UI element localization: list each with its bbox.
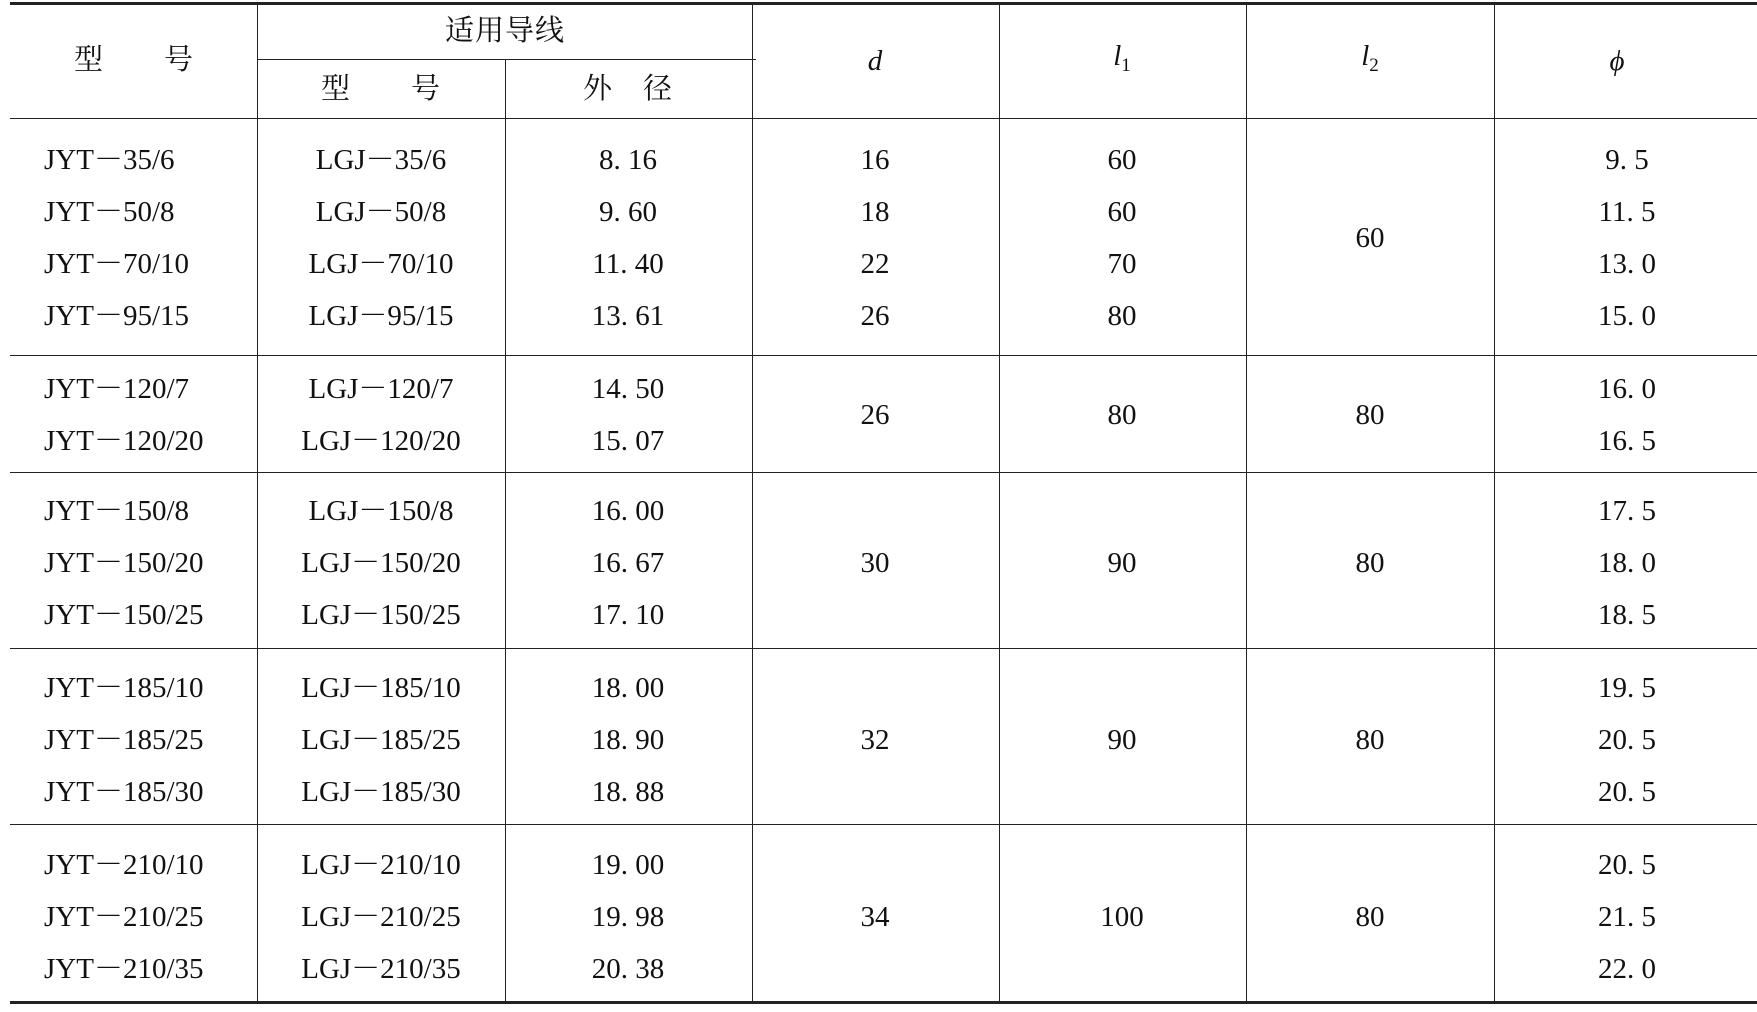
row-phi: 13. 0 xyxy=(1598,248,1656,280)
row-model: JYT－35/6 xyxy=(44,144,175,176)
row-outer-diameter: 19. 00 xyxy=(591,849,665,881)
column-divider xyxy=(257,2,258,1003)
row-outer-diameter: 13. 61 xyxy=(591,300,665,332)
row-conductor: LGJ－185/30 xyxy=(301,776,461,808)
row-conductor: LGJ－210/25 xyxy=(301,901,461,933)
header-model: 型 号 xyxy=(73,44,195,76)
group-d: 34 xyxy=(860,901,890,933)
row-model: JYT－150/25 xyxy=(44,599,204,631)
row-l1: 70 xyxy=(1107,248,1137,280)
row-phi: 20. 5 xyxy=(1598,776,1656,808)
row-conductor: LGJ－150/25 xyxy=(301,599,461,631)
row-l1: 60 xyxy=(1107,144,1137,176)
row-l1: 80 xyxy=(1107,300,1137,332)
row-conductor: LGJ－35/6 xyxy=(315,144,447,176)
row-d: 22 xyxy=(860,248,890,280)
row-outer-diameter: 9. 60 xyxy=(599,196,657,228)
row-l1: 60 xyxy=(1107,196,1137,228)
row-outer-diameter: 18. 00 xyxy=(591,672,665,704)
row-conductor: LGJ－185/25 xyxy=(301,724,461,756)
group-l2: 80 xyxy=(1355,901,1385,933)
group-l2: 80 xyxy=(1355,399,1385,431)
group-l1: 80 xyxy=(1107,399,1137,431)
row-phi: 11. 5 xyxy=(1598,196,1656,228)
row-outer-diameter: 17. 10 xyxy=(591,599,665,631)
row-model: JYT－95/15 xyxy=(44,300,190,332)
column-divider xyxy=(752,2,753,1003)
row-phi: 9. 5 xyxy=(1605,144,1649,176)
row-phi: 20. 5 xyxy=(1598,849,1656,881)
row-outer-diameter: 8. 16 xyxy=(599,144,657,176)
group-d: 30 xyxy=(860,547,890,579)
row-model: JYT－210/10 xyxy=(44,849,204,881)
row-d: 26 xyxy=(860,300,890,332)
row-outer-diameter: 18. 90 xyxy=(591,724,665,756)
row-model: JYT－185/30 xyxy=(44,776,204,808)
column-divider xyxy=(505,60,506,1003)
row-model: JYT－210/25 xyxy=(44,901,204,933)
row-conductor: LGJ－210/10 xyxy=(301,849,461,881)
row-conductor: LGJ－150/20 xyxy=(301,547,461,579)
row-phi: 18. 0 xyxy=(1598,547,1656,579)
row-conductor: LGJ－150/8 xyxy=(308,495,454,527)
row-phi: 20. 5 xyxy=(1598,724,1656,756)
row-phi: 21. 5 xyxy=(1598,901,1656,933)
row-model: JYT－50/8 xyxy=(44,196,175,228)
row-outer-diameter: 14. 50 xyxy=(591,373,665,405)
column-divider xyxy=(1494,2,1495,1003)
row-model: JYT－150/8 xyxy=(44,495,190,527)
row-outer-diameter: 20. 38 xyxy=(591,953,665,985)
row-conductor: LGJ－95/15 xyxy=(308,300,454,332)
row-model: JYT－70/10 xyxy=(44,248,190,280)
row-conductor: LGJ－210/35 xyxy=(301,953,461,985)
row-d: 16 xyxy=(860,144,890,176)
row-outer-diameter: 19. 98 xyxy=(591,901,665,933)
row-phi: 15. 0 xyxy=(1598,300,1656,332)
row-model: JYT－120/20 xyxy=(44,425,204,457)
header-outer-diameter: 外 径 xyxy=(582,73,674,105)
group-l1: 100 xyxy=(1100,901,1144,933)
row-outer-diameter: 11. 40 xyxy=(592,248,664,280)
row-outer-diameter: 15. 07 xyxy=(591,425,665,457)
header-sub-rule xyxy=(258,59,756,60)
header-l2: $l_2$ xyxy=(1361,40,1379,76)
group-l1: 90 xyxy=(1107,547,1137,579)
column-divider xyxy=(999,2,1000,1003)
row-phi: 19. 5 xyxy=(1598,672,1656,704)
group-d: 26 xyxy=(860,399,890,431)
header-conductor-group: 适用导线 xyxy=(444,15,566,47)
row-conductor: LGJ－185/10 xyxy=(301,672,461,704)
row-conductor: LGJ－70/10 xyxy=(308,248,454,280)
group-l2: 80 xyxy=(1355,724,1385,756)
row-phi: 22. 0 xyxy=(1598,953,1656,985)
row-phi: 17. 5 xyxy=(1598,495,1656,527)
header-l1: $l_1$ xyxy=(1113,40,1131,76)
row-phi: 16. 5 xyxy=(1598,425,1656,457)
row-model: JYT－150/20 xyxy=(44,547,204,579)
header-phi: ϕ xyxy=(1609,45,1625,77)
row-phi: 18. 5 xyxy=(1598,599,1656,631)
header-d: d xyxy=(867,45,883,77)
row-phi: 16. 0 xyxy=(1598,373,1656,405)
row-conductor: LGJ－50/8 xyxy=(315,196,447,228)
row-outer-diameter: 18. 88 xyxy=(591,776,665,808)
group-d: 32 xyxy=(860,724,890,756)
row-model: JYT－185/10 xyxy=(44,672,204,704)
row-model: JYT－120/7 xyxy=(44,373,190,405)
row-conductor: LGJ－120/7 xyxy=(308,373,454,405)
group-l1: 90 xyxy=(1107,724,1137,756)
row-model: JYT－185/25 xyxy=(44,724,204,756)
group-l2: 80 xyxy=(1355,547,1385,579)
group-l2: 60 xyxy=(1355,222,1385,254)
row-model: JYT－210/35 xyxy=(44,953,204,985)
header-conductor-model: 型 号 xyxy=(320,73,442,105)
column-divider xyxy=(1246,2,1247,1003)
row-d: 18 xyxy=(860,196,890,228)
row-outer-diameter: 16. 00 xyxy=(591,495,665,527)
row-outer-diameter: 16. 67 xyxy=(591,547,665,579)
row-conductor: LGJ－120/20 xyxy=(301,425,461,457)
